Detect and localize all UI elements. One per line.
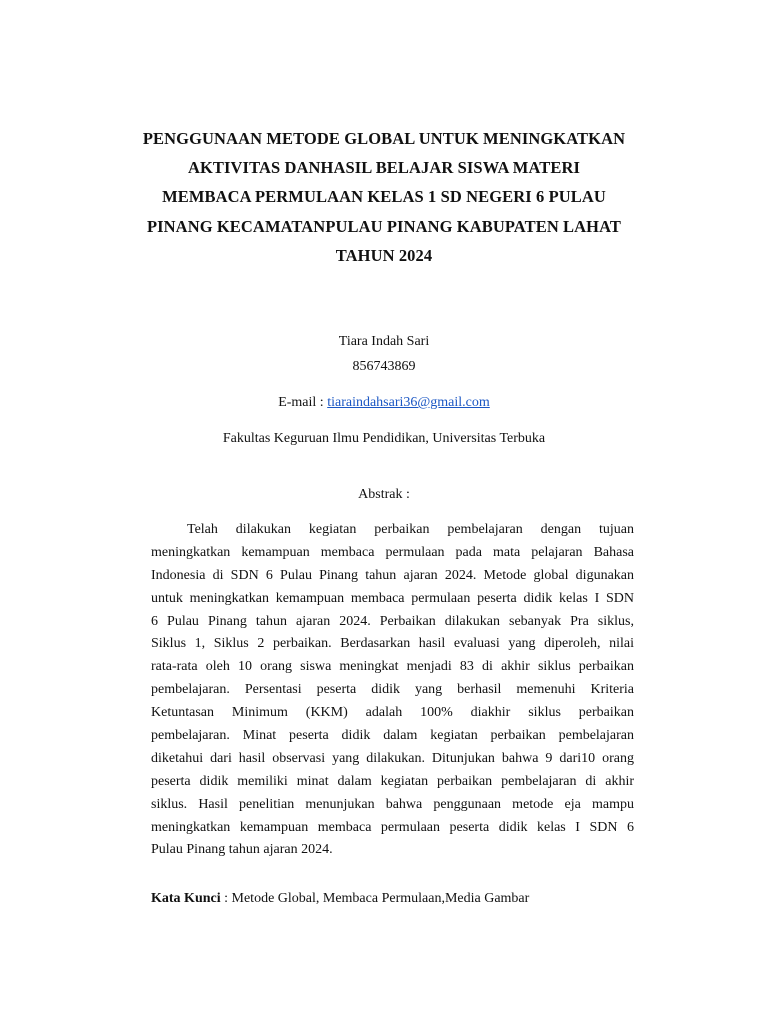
title-line-1: PENGGUNAAN METODE GLOBAL UNTUK MENINGKATKAN — [142, 129, 626, 148]
abstract-line: rata-rata oleh 10 orang siswa meningkat menjadi 83 di akhir siklus perbaikan — [151, 659, 634, 675]
author-id: 856743869 — [352, 359, 416, 374]
abstract-line: 6 Pulau Pinang tahun ajaran 2024. Perbaikan dilakukan sebanyak Pra siklus, — [151, 613, 634, 629]
abstract-line: pembelajaran. Minat peserta didik dalam kegiatan perbaikan pembelajaran — [151, 728, 634, 744]
email-link[interactable]: tiaraindahsari36@gmail.com — [327, 395, 490, 410]
title-line-5: TAHUN 2024 — [335, 245, 433, 265]
abstract-line: siklus. Hasil penelitian menunjukan bahwa penggunaan metode eja mampu — [151, 796, 634, 812]
title-line-4: PINANG KECAMATANPULAU PINANG KABUPATEN LAHAT — [146, 216, 622, 236]
abstract-line: Pulau Pinang tahun ajaran 2024. — [151, 842, 333, 858]
title-line-3: MEMBACA PERMULAAN KELAS 1 SD NEGERI 6 PULAU — [162, 187, 606, 207]
keywords — [151, 890, 529, 908]
abstract-line: Ketuntasan Minimum (KKM) adalah 100% diakhir siklus perbaikan — [151, 705, 634, 721]
abstract-heading: Abstrak : — [358, 487, 410, 502]
abstract-line: Siklus 1, Siklus 2 perbaikan. Berdasarkan hasil evaluasi yang diperoleh, nilai — [151, 636, 634, 652]
abstract-line: Indonesia di SDN 6 Pulau Pinang tahun ajaran 2024. Metode global digunakan — [151, 567, 634, 583]
abstract-line: Telah dilakukan kegiatan perbaikan pembelajaran dengan tujuan — [187, 522, 634, 537]
author-name: Tiara Indah Sari — [338, 334, 430, 349]
email-line — [100, 394, 668, 412]
keywords-text: Metode Global, Membaca Permulaan,Media Gambar — [231, 891, 530, 906]
abstract-body — [151, 519, 634, 862]
paper-title — [100, 124, 668, 270]
abstract-line: untuk meningkatkan kemampuan membaca permulaan peserta didik kelas I SDN — [151, 590, 634, 606]
keywords-separator: : — [220, 891, 232, 906]
email-label: E-mail : — [278, 395, 328, 410]
affiliation: Fakultas Keguruan Ilmu Pendidikan, Universitas Terbuka — [222, 431, 546, 446]
abstract-line: diketahui dari hasil observasi yang dilakukan. Ditunjukan bahwa 9 dari10 orang — [151, 750, 634, 766]
abstract-line: meningkatkan kemampuan membaca permulaan peserta didik kelas I SDN 6 — [151, 819, 634, 835]
abstract-line: pembelajaran. Persentasi peserta didik yang berhasil memenuhi Kriteria — [151, 682, 634, 698]
keywords-label: Kata Kunci — [151, 891, 221, 906]
title-line-2: AKTIVITAS DANHASIL BELAJAR SISWA MATERI — [187, 158, 581, 178]
abstract-line: peserta didik memiliki minat dalam kegiatan perbaikan pembelajaran di akhir — [151, 773, 634, 789]
abstract-line: meningkatkan kemampuan membaca permulaan pada mata pelajaran Bahasa — [151, 544, 634, 560]
